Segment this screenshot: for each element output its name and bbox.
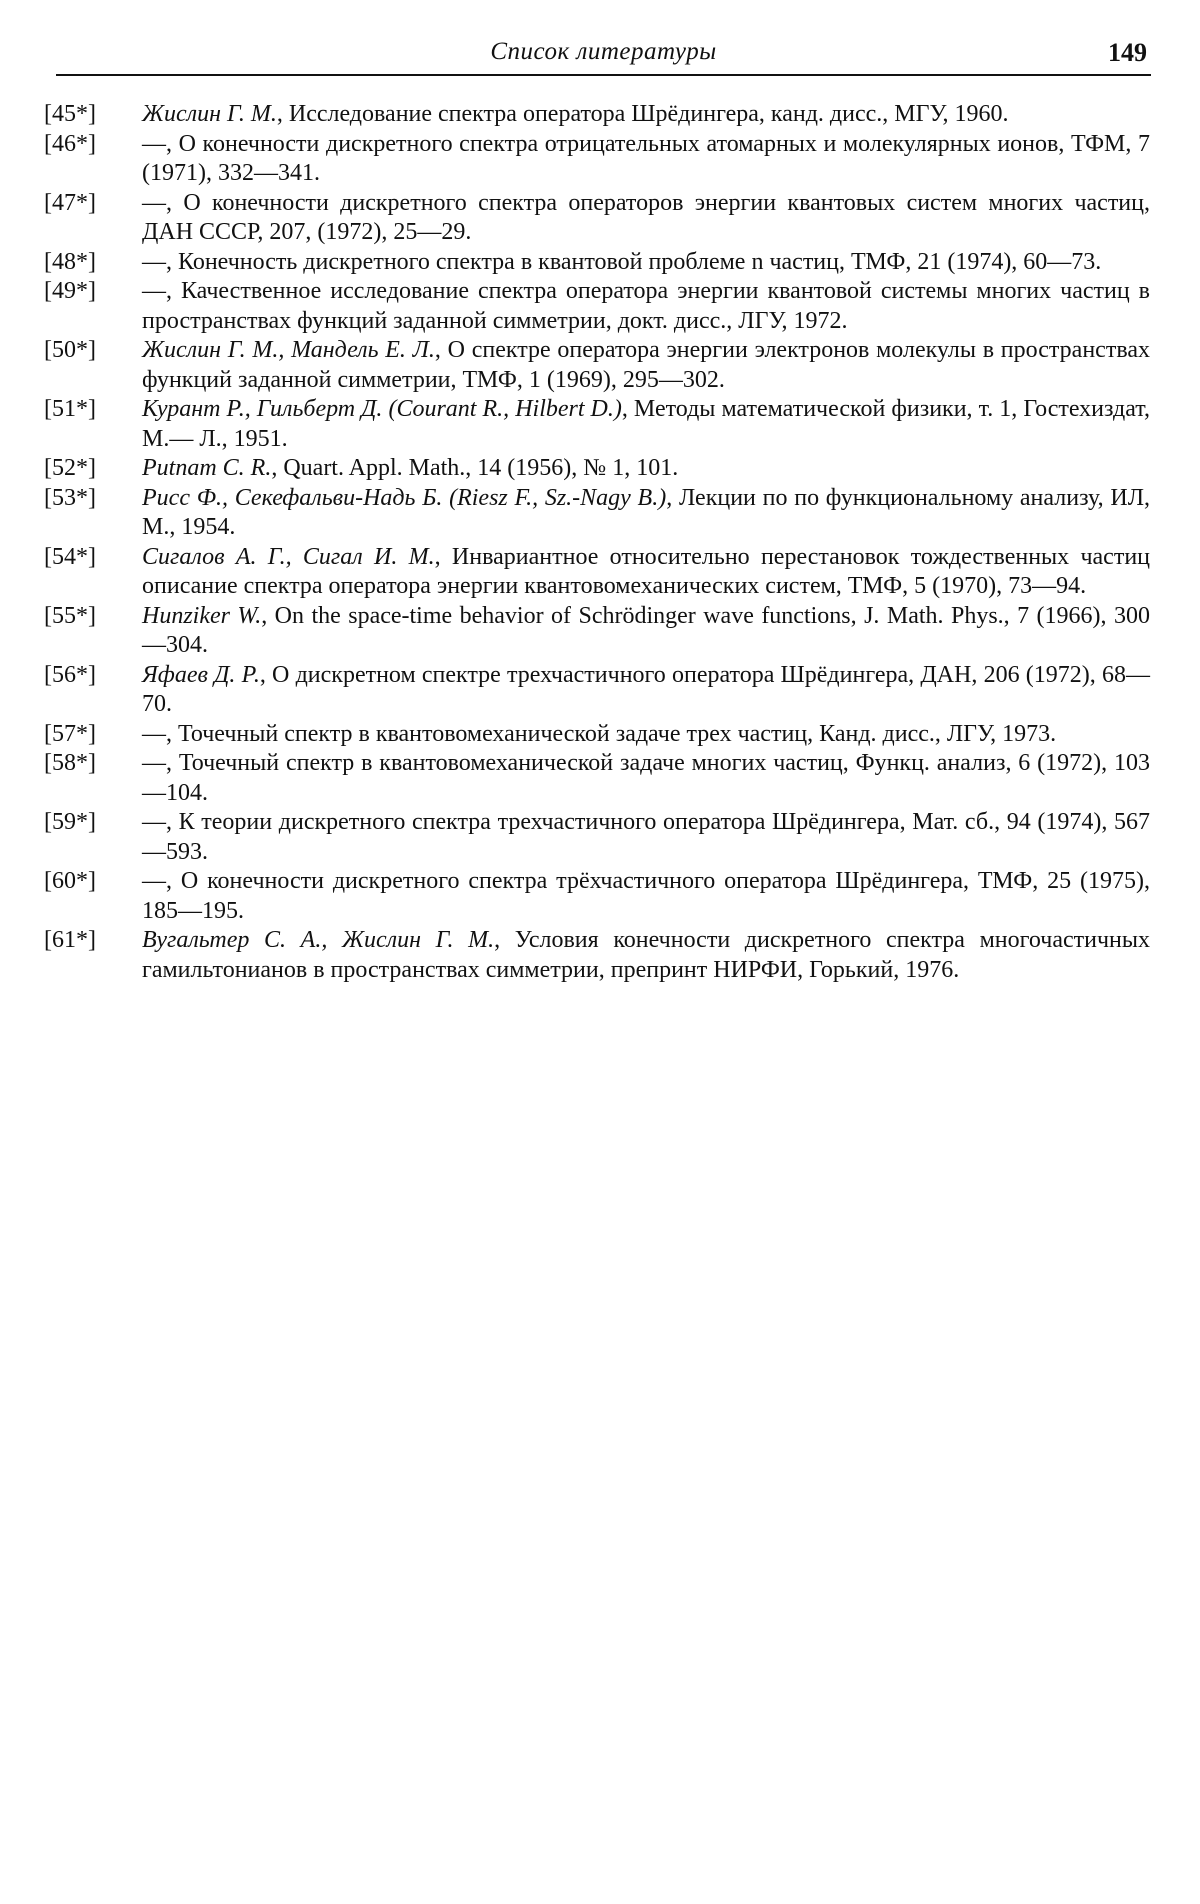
reference-item bbox=[0, 395, 1200, 454]
reference-text bbox=[142, 749, 1150, 808]
reference-item bbox=[0, 248, 1200, 278]
reference-text bbox=[142, 602, 1150, 661]
reference-authors: Жислин Г. М. bbox=[142, 101, 277, 127]
reference-details: —, Точечный спектр в квантовомеханической задаче многих частиц, Функц. анализ, 6 (1972), 103—104. bbox=[142, 750, 1150, 806]
reference-item bbox=[0, 720, 1200, 750]
reference-number: [46*] bbox=[44, 130, 96, 157]
reference-text bbox=[142, 661, 1150, 720]
reference-text bbox=[142, 808, 1150, 867]
reference-details: —, Точечный спектр в квантовомеханической задаче трех частиц, Канд. дисс., ЛГУ, 1973. bbox=[142, 720, 1057, 747]
reference-text bbox=[142, 189, 1150, 248]
reference-item bbox=[0, 867, 1200, 926]
reference-text bbox=[142, 100, 1150, 130]
reference-number: [45*] bbox=[44, 101, 96, 127]
reference-item bbox=[0, 749, 1200, 808]
reference-authors: Рисс Ф., Секефальви-Надь Б. (Riesz F., Sz.-Nagy B.) bbox=[142, 484, 667, 511]
reference-number: [54*] bbox=[44, 543, 96, 570]
reference-number: [48*] bbox=[44, 248, 96, 275]
reference-details: , Методы математической физики, т. 1, Гостехиздат, М.— Л., 1951. bbox=[142, 396, 1150, 452]
reference-text bbox=[142, 395, 1150, 454]
reference-details: , О спектре оператора энергии электронов молекулы в пространствах функций заданной симметрии, ТМФ, 1 (1969), 295—302. bbox=[142, 337, 1150, 393]
reference-item bbox=[0, 661, 1200, 720]
reference-number: [55*] bbox=[44, 602, 96, 629]
reference-text bbox=[142, 277, 1150, 336]
reference-authors: Курант Р., Гильберт Д. (Courant R., Hilbert D.) bbox=[142, 396, 622, 422]
reference-number: [52*] bbox=[44, 455, 96, 481]
reference-authors: Жислин Г. М., Мандель Е. Л. bbox=[142, 337, 435, 363]
reference-number: [49*] bbox=[44, 278, 96, 304]
reference-item bbox=[0, 926, 1200, 985]
reference-details: , On the space-time behavior of Schrödinger wave functions, J. Math. Phys., 7 (1966), 300—304. bbox=[142, 602, 1150, 658]
reference-text bbox=[142, 130, 1150, 189]
reference-text bbox=[142, 926, 1150, 985]
reference-text bbox=[142, 484, 1150, 543]
reference-details: —, О конечности дискретного спектра операторов энергии квантовых систем многих частиц, ДАН СССР, 207, (1972), 25—29. bbox=[142, 189, 1150, 245]
reference-item bbox=[0, 189, 1200, 248]
reference-authors: Вугальтер С. А., Жислин Г. М. bbox=[142, 927, 495, 953]
reference-authors: Сигалов А. Г., Сигал И. М. bbox=[142, 543, 435, 570]
reference-details: —, О конечности дискретного спектра трёхчастичного оператора Шрёдингера, ТМФ, 25 (1975), 185—195. bbox=[142, 868, 1150, 924]
reference-details: —, К теории дискретного спектра трехчастичного оператора Шрёдингера, Мат. сб., 94 (1974), 567—593. bbox=[142, 809, 1150, 865]
reference-list bbox=[0, 100, 1200, 985]
reference-item bbox=[0, 484, 1200, 543]
reference-number: [51*] bbox=[44, 396, 96, 422]
reference-item bbox=[0, 543, 1200, 602]
reference-text bbox=[142, 248, 1150, 278]
reference-details: , Лекции по по функциональному анализу, ИЛ, М., 1954. bbox=[142, 484, 1150, 540]
reference-item bbox=[0, 100, 1200, 130]
reference-number: [60*] bbox=[44, 868, 96, 894]
reference-details: , Quart. Appl. Math., 14 (1956), № 1, 101. bbox=[271, 455, 679, 481]
reference-details: , О дискретном спектре трехчастичного оператора Шрёдингера, ДАН, 206 (1972), 68—70. bbox=[142, 661, 1150, 717]
reference-number: [61*] bbox=[44, 927, 96, 953]
reference-item bbox=[0, 808, 1200, 867]
reference-authors: Hunziker W. bbox=[142, 602, 262, 629]
reference-number: [59*] bbox=[44, 809, 96, 835]
reference-number: [57*] bbox=[44, 720, 96, 747]
reference-number: [47*] bbox=[44, 189, 96, 216]
reference-text bbox=[142, 336, 1150, 395]
reference-item bbox=[0, 277, 1200, 336]
reference-item bbox=[0, 602, 1200, 661]
reference-details: —, Качественное исследование спектра оператора энергии квантовой системы многих частиц в пространствах функций заданной симметрии, докт. дисс., ЛГУ, 1972. bbox=[142, 278, 1150, 334]
reference-text bbox=[142, 720, 1150, 750]
reference-item bbox=[0, 336, 1200, 395]
reference-details: , Исследование спектра оператора Шрёдингера, канд. дисс., МГУ, 1960. bbox=[276, 101, 1009, 127]
reference-number: [58*] bbox=[44, 750, 96, 776]
reference-text bbox=[142, 867, 1150, 926]
reference-number: [50*] bbox=[44, 337, 96, 363]
reference-details: , Инвариантное относительно перестановок тождественных частиц описание спектра оператора энергии квантовомеханических систем, ТМФ, 5 (1970), 73—94. bbox=[142, 543, 1150, 599]
reference-authors: Яфаев Д. Р. bbox=[142, 661, 260, 688]
page-number: 149 bbox=[1108, 38, 1147, 67]
reference-details: , Условия конечности дискретного спектра многочастичных гамильтонианов в пространствах симметрии, препринт НИРФИ, Горький, 1976. bbox=[142, 927, 1150, 983]
reference-authors: Putnam C. R. bbox=[142, 455, 272, 481]
page-header bbox=[56, 36, 1151, 76]
running-title: Список литературы bbox=[490, 38, 717, 65]
reference-details: —, О конечности дискретного спектра отрицательных атомарных и молекулярных ионов, ТФМ, 7 (1971), 332—341. bbox=[142, 130, 1150, 186]
reference-number: [53*] bbox=[44, 484, 96, 511]
reference-details: —, Конечность дискретного спектра в квантовой проблеме n частиц, ТМФ, 21 (1974), 60—73. bbox=[142, 248, 1102, 275]
reference-item bbox=[0, 454, 1200, 484]
reference-text bbox=[142, 543, 1150, 602]
reference-number: [56*] bbox=[44, 661, 96, 688]
reference-item bbox=[0, 130, 1200, 189]
reference-text bbox=[142, 454, 1150, 484]
